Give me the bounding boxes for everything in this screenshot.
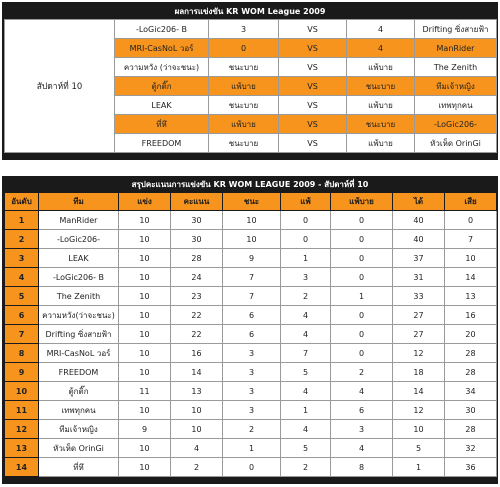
team-cell: -LoGic206- [39, 230, 119, 249]
header-conceded: เสีย [445, 193, 497, 211]
away-score-cell: ชนะบาย [347, 77, 415, 96]
points-cell: 4 [171, 439, 223, 458]
forfeit-losses-cell: 0 [331, 230, 393, 249]
points-cell: 10 [171, 401, 223, 420]
home-score-cell: ชนะบาย [209, 96, 279, 115]
standings-table [4, 192, 497, 477]
away-team-cell: The Zenith [415, 58, 497, 77]
away-score-cell: แพ้บาย [347, 134, 415, 153]
conceded-cell: 34 [445, 382, 497, 401]
conceded-cell: 36 [445, 458, 497, 477]
home-score-cell: ชนะบาย [209, 134, 279, 153]
team-cell: Drifting ซิ่งสายฟ้า [39, 325, 119, 344]
losses-cell: 4 [281, 420, 331, 439]
rank-cell: 6 [5, 306, 39, 325]
forfeit-losses-cell: 4 [331, 382, 393, 401]
wins-cell: 6 [223, 306, 281, 325]
table-row [5, 287, 497, 306]
played-cell: 10 [119, 249, 171, 268]
rank-cell: 10 [5, 382, 39, 401]
losses-cell: 7 [281, 344, 331, 363]
losses-cell: 4 [281, 325, 331, 344]
header-scored: ได้ [393, 193, 445, 211]
points-cell: 10 [171, 420, 223, 439]
wins-cell: 10 [223, 230, 281, 249]
table-row [5, 230, 497, 249]
header-played: แข่ง [119, 193, 171, 211]
points-cell: 23 [171, 287, 223, 306]
header-points: คะแนน [171, 193, 223, 211]
scored-cell: 18 [393, 363, 445, 382]
scored-cell: 27 [393, 325, 445, 344]
wins-cell: 3 [223, 401, 281, 420]
played-cell: 10 [119, 344, 171, 363]
played-cell: 10 [119, 268, 171, 287]
played-cell: 10 [119, 363, 171, 382]
points-cell: 22 [171, 325, 223, 344]
team-cell: หัวเห็ด OrinGi [39, 439, 119, 458]
played-cell: 10 [119, 211, 171, 230]
conceded-cell: 16 [445, 306, 497, 325]
played-cell: 10 [119, 230, 171, 249]
wins-cell: 3 [223, 344, 281, 363]
conceded-cell: 7 [445, 230, 497, 249]
match-row [5, 20, 497, 39]
forfeit-losses-cell: 2 [331, 363, 393, 382]
points-cell: 24 [171, 268, 223, 287]
forfeit-losses-cell: 3 [331, 420, 393, 439]
scored-cell: 10 [393, 420, 445, 439]
home-team-cell: LEAK [115, 96, 209, 115]
scored-cell: 40 [393, 230, 445, 249]
forfeit-losses-cell: 1 [331, 287, 393, 306]
losses-cell: 1 [281, 249, 331, 268]
team-cell: The Zenith [39, 287, 119, 306]
played-cell: 10 [119, 401, 171, 420]
wins-cell: 10 [223, 211, 281, 230]
scored-cell: 5 [393, 439, 445, 458]
team-cell: ManRider [39, 211, 119, 230]
team-cell: LEAK [39, 249, 119, 268]
losses-cell: 0 [281, 230, 331, 249]
home-score-cell: 3 [209, 20, 279, 39]
wins-cell: 6 [223, 325, 281, 344]
header-forfeit-losses: แพ้บาย [331, 193, 393, 211]
rank-cell: 11 [5, 401, 39, 420]
home-team-cell: FREEDOM [115, 134, 209, 153]
team-cell: FREEDOM [39, 363, 119, 382]
points-cell: 30 [171, 230, 223, 249]
conceded-cell: 28 [445, 344, 497, 363]
team-cell: ความหวัง(ว่าจะชนะ) [39, 306, 119, 325]
week-label: สัปดาห์ที่ 10 [5, 20, 115, 153]
table-row [5, 401, 497, 420]
points-cell: 13 [171, 382, 223, 401]
forfeit-losses-cell: 4 [331, 439, 393, 458]
forfeit-losses-cell: 0 [331, 211, 393, 230]
conceded-cell: 30 [445, 401, 497, 420]
team-cell: ทีมเจ้าหญิง [39, 420, 119, 439]
played-cell: 10 [119, 306, 171, 325]
points-cell: 14 [171, 363, 223, 382]
conceded-cell: 0 [445, 211, 497, 230]
away-team-cell: -LoGic206- [415, 115, 497, 134]
team-cell: ตู้กติ๊ก [39, 382, 119, 401]
rank-cell: 4 [5, 268, 39, 287]
standings-header-row [5, 193, 497, 211]
wins-cell: 1 [223, 439, 281, 458]
rank-cell: 13 [5, 439, 39, 458]
losses-cell: 4 [281, 306, 331, 325]
points-cell: 16 [171, 344, 223, 363]
home-score-cell: 0 [209, 39, 279, 58]
rank-cell: 14 [5, 458, 39, 477]
table-row [5, 211, 497, 230]
conceded-cell: 20 [445, 325, 497, 344]
scored-cell: 33 [393, 287, 445, 306]
rank-cell: 9 [5, 363, 39, 382]
played-cell: 11 [119, 382, 171, 401]
rank-cell: 5 [5, 287, 39, 306]
vs-cell: VS [279, 39, 347, 58]
losses-cell: 3 [281, 268, 331, 287]
scored-cell: 27 [393, 306, 445, 325]
rank-cell: 7 [5, 325, 39, 344]
header-team: ทีม [39, 193, 119, 211]
results-title: ผลการแข่งขัน KR WOM League 2009 [4, 5, 496, 19]
scored-cell: 31 [393, 268, 445, 287]
forfeit-losses-cell: 0 [331, 344, 393, 363]
home-team-cell: -LoGic206- B [115, 20, 209, 39]
home-team-cell: ที่หึ [115, 115, 209, 134]
conceded-cell: 28 [445, 420, 497, 439]
vs-cell: VS [279, 77, 347, 96]
vs-cell: VS [279, 115, 347, 134]
rank-cell: 2 [5, 230, 39, 249]
rank-cell: 12 [5, 420, 39, 439]
losses-cell: 4 [281, 382, 331, 401]
away-score-cell: แพ้บาย [347, 58, 415, 77]
home-score-cell: ชนะบาย [209, 58, 279, 77]
vs-cell: VS [279, 20, 347, 39]
table-row [5, 344, 497, 363]
played-cell: 10 [119, 287, 171, 306]
header-rank: อันดับ [5, 193, 39, 211]
forfeit-losses-cell: 8 [331, 458, 393, 477]
forfeit-losses-cell: 0 [331, 306, 393, 325]
header-wins: ชนะ [223, 193, 281, 211]
scored-cell: 37 [393, 249, 445, 268]
wins-cell: 3 [223, 363, 281, 382]
away-score-cell: 4 [347, 20, 415, 39]
scored-cell: 1 [393, 458, 445, 477]
vs-cell: VS [279, 58, 347, 77]
team-cell: ที่หึ [39, 458, 119, 477]
wins-cell: 2 [223, 420, 281, 439]
home-team-cell: ความหวัง (ว่าจะชนะ) [115, 58, 209, 77]
conceded-cell: 13 [445, 287, 497, 306]
scored-cell: 12 [393, 344, 445, 363]
forfeit-losses-cell: 0 [331, 249, 393, 268]
standings-panel [2, 176, 498, 484]
away-score-cell: 4 [347, 39, 415, 58]
vs-cell: VS [279, 96, 347, 115]
away-team-cell: หัวเห็ด OrinGi [415, 134, 497, 153]
table-row [5, 439, 497, 458]
losses-cell: 2 [281, 287, 331, 306]
scored-cell: 14 [393, 382, 445, 401]
results-table [4, 19, 497, 153]
losses-cell: 5 [281, 439, 331, 458]
team-cell: MRI-CasNoL วอร์ [39, 344, 119, 363]
team-cell: -LoGic206- B [39, 268, 119, 287]
home-team-cell: ตู้กติ๊ก [115, 77, 209, 96]
wins-cell: 3 [223, 382, 281, 401]
home-team-cell: MRI-CasNoL วอร์ [115, 39, 209, 58]
wins-cell: 7 [223, 287, 281, 306]
forfeit-losses-cell: 0 [331, 268, 393, 287]
played-cell: 10 [119, 458, 171, 477]
vs-cell: VS [279, 134, 347, 153]
rank-cell: 8 [5, 344, 39, 363]
scored-cell: 12 [393, 401, 445, 420]
home-score-cell: แพ้บาย [209, 77, 279, 96]
losses-cell: 2 [281, 458, 331, 477]
wins-cell: 9 [223, 249, 281, 268]
away-team-cell: Drifting ซิ่งสายฟ้า [415, 20, 497, 39]
standings-title: สรุปคะแนนการแข่งขัน KR WOM LEAGUE 2009 - สัปดาห์ที่ 10 [4, 178, 496, 192]
table-row [5, 306, 497, 325]
losses-cell: 0 [281, 211, 331, 230]
conceded-cell: 10 [445, 249, 497, 268]
points-cell: 28 [171, 249, 223, 268]
rank-cell: 1 [5, 211, 39, 230]
scored-cell: 40 [393, 211, 445, 230]
forfeit-losses-cell: 0 [331, 325, 393, 344]
losses-cell: 5 [281, 363, 331, 382]
away-team-cell: เทพทุกคน [415, 96, 497, 115]
played-cell: 10 [119, 325, 171, 344]
team-cell: เทพทุกคน [39, 401, 119, 420]
wins-cell: 7 [223, 268, 281, 287]
wins-cell: 0 [223, 458, 281, 477]
points-cell: 22 [171, 306, 223, 325]
played-cell: 10 [119, 439, 171, 458]
table-row [5, 325, 497, 344]
results-panel [2, 2, 498, 160]
points-cell: 2 [171, 458, 223, 477]
away-team-cell: ทีมเจ้าหญิง [415, 77, 497, 96]
table-row [5, 249, 497, 268]
conceded-cell: 14 [445, 268, 497, 287]
table-row [5, 458, 497, 477]
losses-cell: 1 [281, 401, 331, 420]
table-row [5, 363, 497, 382]
played-cell: 9 [119, 420, 171, 439]
header-losses: แพ้ [281, 193, 331, 211]
away-team-cell: ManRider [415, 39, 497, 58]
forfeit-losses-cell: 6 [331, 401, 393, 420]
conceded-cell: 32 [445, 439, 497, 458]
home-score-cell: แพ้บาย [209, 115, 279, 134]
table-row [5, 382, 497, 401]
away-score-cell: แพ้บาย [347, 96, 415, 115]
away-score-cell: ชนะบาย [347, 115, 415, 134]
table-row [5, 420, 497, 439]
rank-cell: 3 [5, 249, 39, 268]
table-row [5, 268, 497, 287]
points-cell: 30 [171, 211, 223, 230]
conceded-cell: 28 [445, 363, 497, 382]
